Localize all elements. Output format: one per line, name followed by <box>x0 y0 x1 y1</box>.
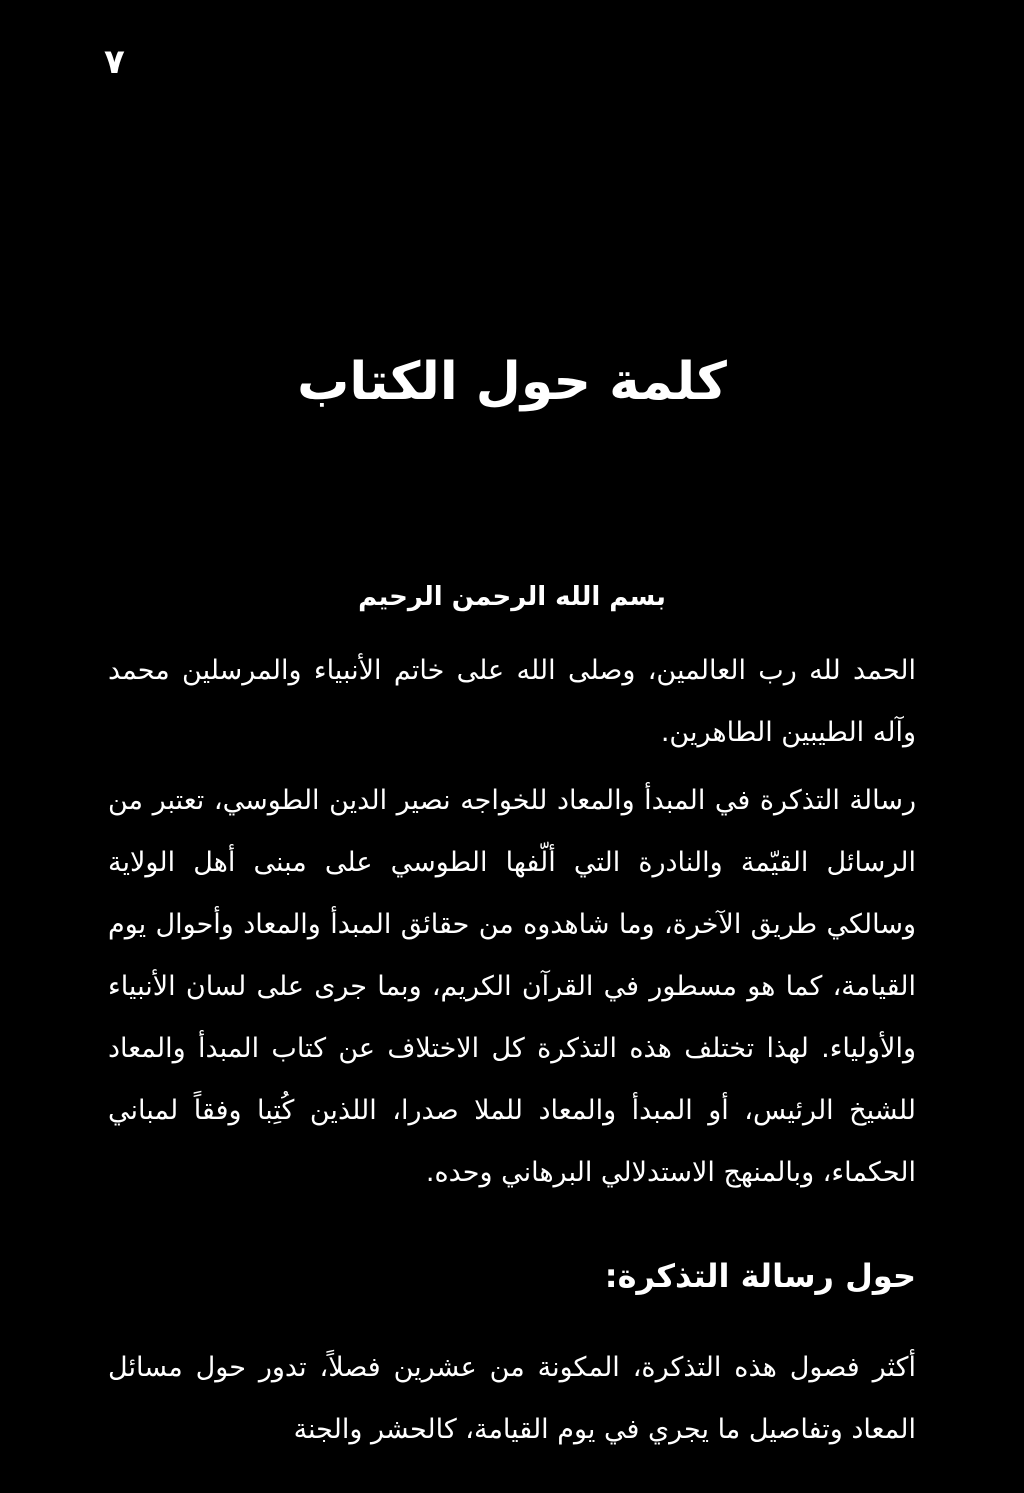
body-paragraph: رسالة التذكرة في المبدأ والمعاد للخواجه نصير الدين الطوسي، تعتبر من الرسائل القيّمة والنادرة التي ألّفها الطوسي على مبنى أهل الولاية وسالكي طريق الآخرة، وما شاهدوه من حقائق المبدأ والمعاد وأحوال يوم القيامة، كما هو مسطور في القرآن الكريم، وبما جرى على لسان الأنبياء والأولياء. لهذا تختلف هذه التذكرة كل الاختلاف عن كتاب المبدأ والمعاد للشيخ الرئيس، أو المبدأ والمعاد للملا صدرا، اللذين كُتِبا وفقاً لمباني الحكماء، وبالمنهج الاستدلالي البرهاني وحده. <box>108 785 916 1188</box>
section-subheading: حول رسالة التذكرة: <box>604 1257 916 1295</box>
page-heading: كلمة حول الكتاب <box>297 352 727 412</box>
page-number: ٧ <box>104 42 125 82</box>
intro-paragraph: الحمد لله رب العالمين، وصلى الله على خاتم الأنبياء والمرسلين محمد وآله الطيبين الطاهرين. <box>108 655 916 748</box>
closing-paragraph: أكثر فصول هذه التذكرة، المكونة من عشرين فصلاً، تدور حول مسائل المعاد وتفاصيل ما يجري في يوم القيامة، كالحشر والجنة <box>108 1352 916 1445</box>
basmala: بسم الله الرحمن الرحيم <box>358 582 666 612</box>
